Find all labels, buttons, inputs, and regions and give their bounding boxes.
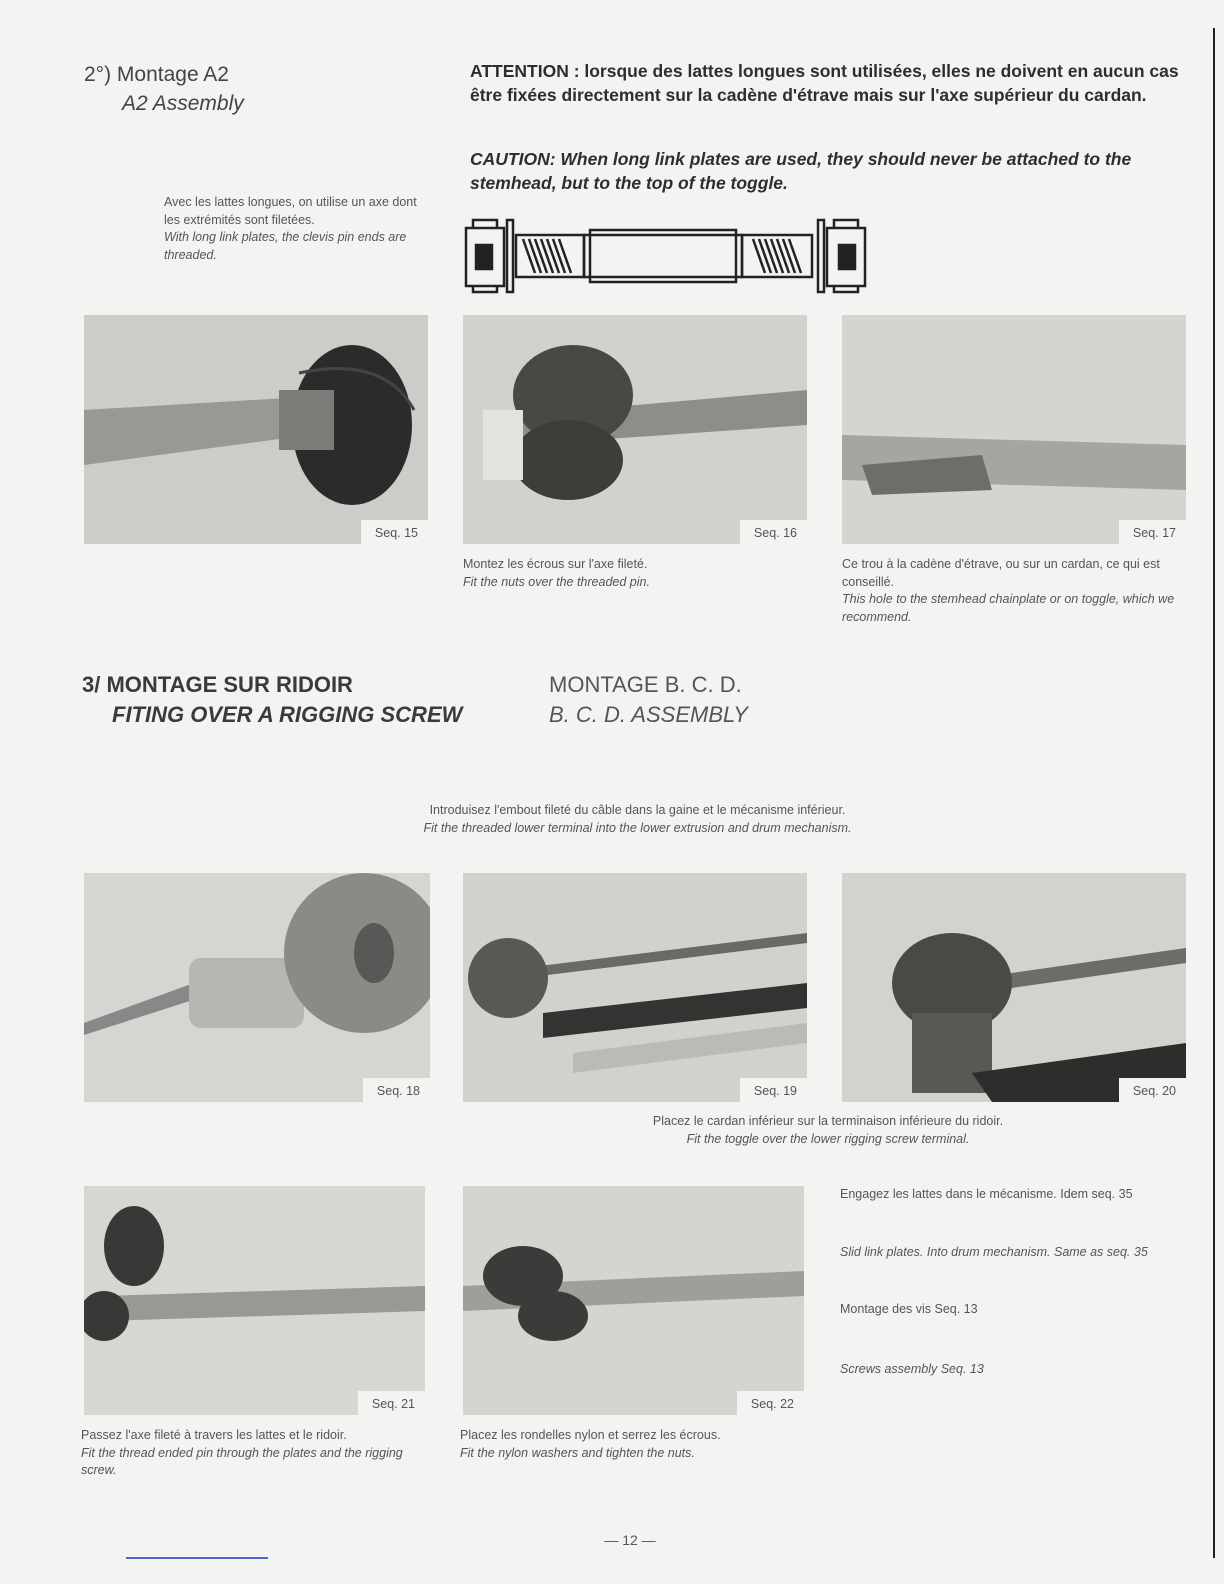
seq21-label: Seq. 21 <box>358 1391 425 1415</box>
photo-seq15 <box>84 315 428 544</box>
seq20-label: Seq. 20 <box>1119 1078 1186 1102</box>
photo-seq22 <box>463 1186 804 1415</box>
seq22-caption-en: Fit the nylon washers and tighten the nuts. <box>460 1445 695 1460</box>
link-plates-en: Slid link plates. Into drum mechanism. Same as seq. 35 <box>840 1244 1148 1259</box>
photo-seq17 <box>842 315 1186 544</box>
intro-caption <box>270 802 1005 837</box>
toggle-caption-en: Fit the toggle over the lower rigging screw terminal. <box>686 1131 970 1146</box>
bcd-heading <box>549 670 748 730</box>
section3-title-en: FITING OVER A RIGGING SCREW <box>112 702 463 727</box>
threaded-pin-diagram <box>463 215 871 295</box>
section2-title-en: A2 Assembly <box>122 92 244 115</box>
link-plates-text <box>840 1186 1190 1378</box>
bcd-title-en: B. C. D. ASSEMBLY <box>549 702 748 727</box>
seq21-caption-en: Fit the thread ended pin through the plates and the rigging screw. <box>81 1445 403 1477</box>
link-plates-fr: Engagez les lattes dans le mécanisme. Idem seq. 35 <box>840 1187 1133 1201</box>
seq18-label: Seq. 18 <box>363 1078 430 1102</box>
seq16-caption <box>463 556 807 591</box>
seq16-caption-en: Fit the nuts over the threaded pin. <box>463 574 650 589</box>
photo-seq19 <box>463 873 807 1102</box>
intro-caption-fr: Introduisez l'embout fileté du câble dans la gaine et le mécanisme inférieur. <box>429 803 846 817</box>
seq15-label: Seq. 15 <box>361 520 428 544</box>
section2-heading <box>84 60 244 118</box>
page-number: — 12 — <box>604 1532 656 1548</box>
toggle-caption-fr: Placez le cardan inférieur sur la terminaison inférieure du ridoir. <box>652 1114 1004 1128</box>
toggle-caption <box>463 1113 1193 1148</box>
section3-title-fr: 3/ MONTAGE SUR RIDOIR <box>82 672 353 697</box>
photo-seq18 <box>84 873 430 1102</box>
caution-en: CAUTION: When long link plates are used, they should never be attached to the stemhead, but to the top of the toggle. <box>470 149 1132 193</box>
long-plates-note-fr: Avec les lattes longues, on utilise un axe dont les extrémités sont filetées. <box>164 195 417 227</box>
section2-title-fr: 2°) Montage A2 <box>84 63 229 86</box>
seq21-caption-fr: Passez l'axe fileté à travers les lattes et le ridoir. <box>81 1428 347 1442</box>
seq22-label: Seq. 22 <box>737 1391 804 1415</box>
photo-seq21 <box>84 1186 425 1415</box>
screws-fr: Montage des vis Seq. 13 <box>840 1302 978 1316</box>
photo-seq20 <box>842 873 1186 1102</box>
right-margin-rule <box>1213 28 1215 1558</box>
footer-link-rule <box>126 1557 268 1559</box>
seq16-label: Seq. 16 <box>740 520 807 544</box>
attention-fr: ATTENTION : lorsque des lattes longues sont utilisées, elles ne doivent en aucun cas être fixées directement sur la cadène d'étrave mais sur l'axe supérieur du cardan. <box>470 61 1179 105</box>
seq21-caption <box>81 1427 431 1480</box>
photo-seq16 <box>463 315 807 544</box>
seq17-caption-en: This hole to the stemhead chainplate or on toggle, which we recommend. <box>842 592 1175 624</box>
seq22-caption <box>460 1427 810 1462</box>
seq17-caption-fr: Ce trou à la cadène d'étrave, ou sur un cardan, ce qui est conseillé. <box>842 557 1160 589</box>
bcd-title-fr: MONTAGE B. C. D. <box>549 672 742 697</box>
section3-heading <box>82 670 462 730</box>
long-plates-note <box>164 194 434 264</box>
long-plates-note-en: With long link plates, the clevis pin ends are threaded. <box>164 230 407 262</box>
seq16-caption-fr: Montez les écrous sur l'axe fileté. <box>463 557 648 571</box>
screws-en: Screws assembly Seq. 13 <box>840 1361 984 1376</box>
seq17-caption <box>842 556 1192 626</box>
seq19-label: Seq. 19 <box>740 1078 807 1102</box>
seq17-label: Seq. 17 <box>1119 520 1186 544</box>
intro-caption-en: Fit the threaded lower terminal into the lower extrusion and drum mechanism. <box>423 820 852 835</box>
seq22-caption-fr: Placez les rondelles nylon et serrez les écrous. <box>460 1428 721 1442</box>
